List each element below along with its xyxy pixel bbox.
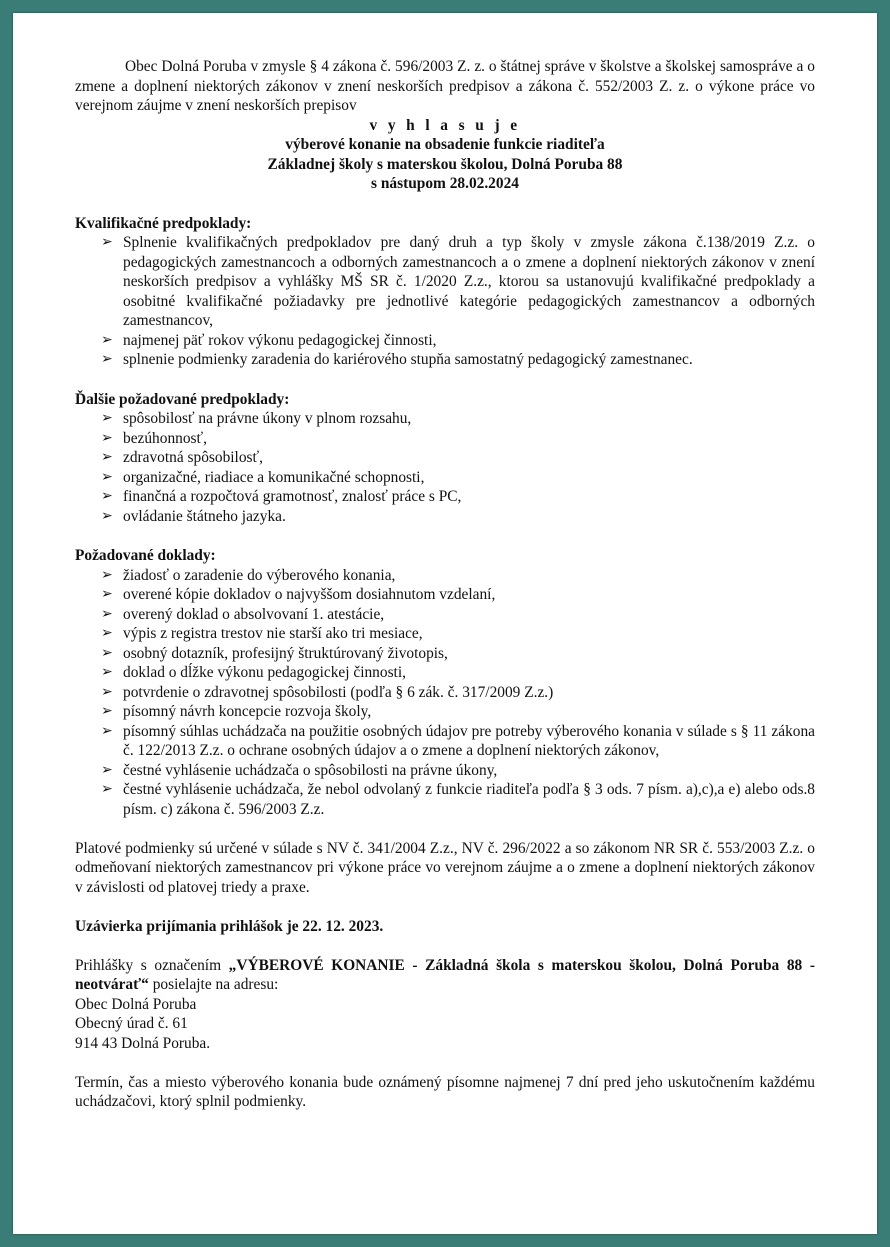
applications-paragraph: Prihlášky s označením „VÝBEROVÉ KONANIE - Základná škola s materskou školou, Dolná Poruba 88 - neotvárať“ posielajte na adresu: bbox=[75, 956, 815, 993]
list-item: ➢ doklad o dĺžke výkonu pedagogickej činnosti, bbox=[101, 664, 406, 681]
arrowhead-bullet-icon: ➢ bbox=[101, 606, 113, 622]
list-item: ➢ organizačné, riadiace a komunikačné schopnosti, bbox=[101, 468, 425, 486]
list-item: ➢ písomný súhlas uchádzača na použitie osobných údajov pre potreby výberového konania v súlade s § 11 zákona č. 122/2013 Z.z. o ochrane osobných údajov a o zmene a doplnení niektorých zákonov, bbox=[101, 722, 815, 759]
arrowhead-bullet-icon: ➢ bbox=[101, 587, 113, 602]
list-item: ➢ splnenie podmienky zaradenia do kariérového stupňa samostatný pedagogický zamestnanec. bbox=[101, 351, 693, 368]
arrowhead-bullet-icon: ➢ bbox=[101, 723, 113, 739]
list-item: ➢ spôsobilosť na právne úkony v plnom rozsahu, bbox=[101, 410, 412, 427]
arrowhead-bullet-icon: ➢ bbox=[101, 235, 113, 250]
arrowhead-bullet-icon: ➢ bbox=[101, 684, 113, 700]
list-item: ➢ Splnenie kvalifikačných predpokladov pre daný druh a typ školy v zmysle zákona č.138/2019 Z.z. o pedagogických zamestnancoch a odborných zamestnancoch a o zmene a doplnení niektorých zákonov v znení neskorších predpisov a vyhlášky MŠ SR č. 1/2020 Z.z., ktorou sa ustanovujú kvalifikačné predpoklady a osobitné kvalifikačné požiadavky pre jednotlivé kategórie pedagogických zamestnancov a odborných zamestnancov, bbox=[101, 234, 815, 329]
other-requirements-list bbox=[75, 409, 815, 526]
document-page bbox=[13, 13, 877, 1234]
list-item: ➢ bezúhonnosť, bbox=[101, 429, 207, 447]
arrowhead-bullet-icon: ➢ bbox=[101, 430, 113, 446]
arrowhead-bullet-icon: ➢ bbox=[101, 645, 113, 661]
list-item: ➢ najmenej päť rokov výkonu pedagogickej činnosti, bbox=[101, 331, 437, 349]
intro-paragraph: Obec Dolná Poruba v zmysle § 4 zákona č. 596/2003 Z. z. o štátnej správe v školstve a školskej samospráve a o zmene a doplnení niektorých zákonov v znení neskorších predpisov a zákona č. 552/2003 Z. z. o výkone práce vo verejnom záujme v znení neskorších prepisov bbox=[75, 58, 815, 114]
list-item: ➢ výpis z registra trestov nie starší ako tri mesiace, bbox=[101, 625, 423, 642]
list-item: ➢ overené kópie dokladov o najvyššom dosiahnutom vzdelaní, bbox=[101, 586, 496, 603]
list-item: ➢ ovládanie štátneho jazyka. bbox=[101, 507, 286, 525]
list-item: ➢ písomný návrh koncepcie rozvoja školy, bbox=[101, 703, 372, 720]
title-announces: v y h l a s u j e bbox=[369, 116, 521, 134]
address-line-3: 914 43 Dolná Poruba. bbox=[75, 1034, 211, 1052]
documents-list bbox=[75, 566, 815, 820]
application-label: „VÝBEROVÉ KONANIE - Základná škola s materskou školou, Dolná Poruba 88 - neotvárať“ bbox=[75, 956, 815, 993]
arrowhead-bullet-icon: ➢ bbox=[101, 567, 113, 583]
document-content bbox=[75, 57, 815, 1112]
arrowhead-bullet-icon: ➢ bbox=[101, 665, 113, 680]
arrowhead-bullet-icon: ➢ bbox=[101, 411, 113, 426]
list-item: ➢ overený doklad o absolvovaní 1. atestácie, bbox=[101, 605, 385, 623]
other-requirements-heading: Ďalšie požadované predpoklady: bbox=[75, 390, 290, 408]
arrowhead-bullet-icon: ➢ bbox=[101, 762, 113, 778]
qualifications-list bbox=[75, 233, 815, 370]
title-school: Základnej školy s materskou školou, Dolná Poruba 88 bbox=[267, 155, 623, 173]
list-item: ➢ čestné vyhlásenie uchádzača o spôsobilosti na právne úkony, bbox=[101, 761, 498, 779]
list-item: ➢ potvrdenie o zdravotnej spôsobilosti (podľa § 6 zák. č. 317/2009 Z.z.) bbox=[101, 683, 554, 701]
deadline-paragraph: Uzávierka prijímania prihlášok je 22. 12. 2023. bbox=[75, 917, 384, 935]
arrowhead-bullet-icon: ➢ bbox=[101, 450, 113, 465]
list-item: ➢ čestné vyhlásenie uchádzača, že nebol odvolaný z funkcie riaditeľa podľa § 3 ods. 7 písm. a),c),a e) alebo ods.8 písm. c) zákona č. 596/2003 Z.z. bbox=[101, 781, 815, 818]
documents-heading: Požadované doklady: bbox=[75, 547, 216, 564]
list-item: ➢ zdravotná spôsobilosť, bbox=[101, 449, 263, 466]
arrowhead-bullet-icon: ➢ bbox=[101, 332, 113, 348]
closing-paragraph: Termín, čas a miesto výberového konania bude oznámený písomne najmenej 7 dní pred jeho uskutočnením každému uchádzačovi, ktorý splnil podmienky. bbox=[75, 1073, 815, 1110]
list-item: ➢ finančná a rozpočtová gramotnosť, znalosť práce s PC, bbox=[101, 488, 462, 505]
arrowhead-bullet-icon: ➢ bbox=[101, 352, 113, 367]
salary-paragraph: Platové podmienky sú určené v súlade s NV č. 341/2004 Z.z., NV č. 296/2022 a so zákonom NR SR č. 553/2003 Z.z. o odmeňovaní niektorých zamestnancov pri výkone práce vo verejnom záujme a o zmene a doplnení niektorých zákonov v závislosti od platovej triedy a praxe. bbox=[75, 839, 815, 896]
title-start-date: s nástupom 28.02.2024 bbox=[371, 175, 519, 192]
arrowhead-bullet-icon: ➢ bbox=[101, 469, 113, 485]
arrowhead-bullet-icon: ➢ bbox=[101, 489, 113, 504]
address-line-1: Obec Dolná Poruba bbox=[75, 995, 197, 1013]
qualifications-heading: Kvalifikačné predpoklady: bbox=[75, 214, 252, 232]
arrowhead-bullet-icon: ➢ bbox=[101, 704, 113, 719]
title-competition: výberové konanie na obsadenie funkcie riaditeľa bbox=[285, 136, 605, 153]
address-line-2: Obecný úrad č. 61 bbox=[75, 1015, 188, 1032]
list-item: ➢ osobný dotazník, profesijný štruktúrovaný životopis, bbox=[101, 644, 448, 662]
arrowhead-bullet-icon: ➢ bbox=[101, 508, 113, 524]
list-item: ➢ žiadosť o zaradenie do výberového konania, bbox=[101, 566, 396, 584]
arrowhead-bullet-icon: ➢ bbox=[101, 626, 113, 641]
arrowhead-bullet-icon: ➢ bbox=[101, 782, 113, 797]
